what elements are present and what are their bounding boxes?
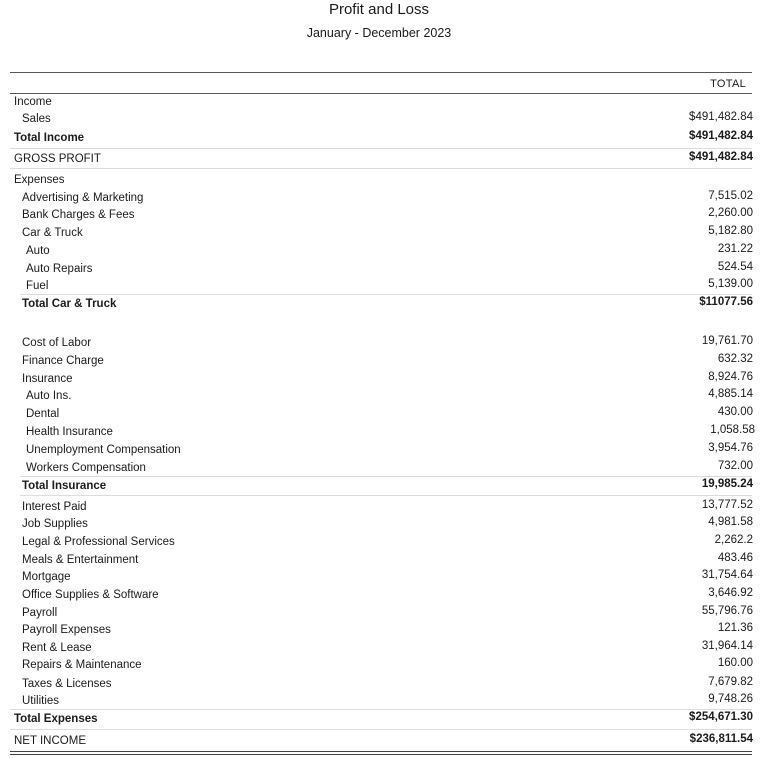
row-value: 13,777.52 [701,499,753,511]
table-row [0,112,768,129]
table-row [0,517,768,534]
row-label: Office Supplies & Software [22,589,159,601]
row-value: 19,985.24 [701,478,753,490]
row-value: 3,646.92 [708,587,753,599]
table-row [0,173,768,190]
row-value: 5,139.00 [708,278,753,290]
row-value: 19,761.70 [701,335,753,347]
row-value: 8,924.76 [708,371,753,383]
row-value: 121.36 [717,622,753,634]
table-row [0,372,768,389]
table-row [0,535,768,552]
row-label: Auto Repairs [26,263,93,275]
row-value: 5,182.80 [708,225,753,237]
row-value: 632.32 [717,353,753,365]
row-label: Total Insurance [22,480,107,492]
row-divider [10,168,752,169]
report-title: Profit and Loss [328,1,430,18]
row-divider [10,729,752,730]
row-label: Cost of Labor [22,337,92,349]
table-row [0,152,768,169]
table-row [0,336,768,353]
row-label: Rent & Lease [22,642,92,654]
row-value: 3,954.76 [708,442,753,454]
table-row [0,262,768,279]
row-label: NET INCOME [14,735,86,747]
row-label: Health Insurance [26,426,113,438]
table-bottom-rule [10,754,752,755]
row-value: $11077.56 [699,296,753,308]
row-value: $254,671.30 [689,711,753,723]
table-row [0,191,768,208]
row-divider [20,476,752,477]
row-value: $491,482.84 [689,130,753,142]
row-label: Car & Truck [22,227,83,239]
row-value: 31,964.14 [701,640,753,652]
table-row [0,443,768,460]
row-label: GROSS PROFIT [14,153,101,165]
row-value: 7,515.02 [708,190,753,202]
row-label: Dental [26,408,60,420]
row-label: Meals & Entertainment [22,554,139,566]
table-row [0,606,768,623]
row-label: Fuel [26,280,49,292]
row-value: 1,058.58 [710,424,755,436]
row-label: Bank Charges & Fees [22,209,135,221]
row-divider [10,709,752,710]
table-row-total [0,479,768,496]
row-label: Auto [26,245,50,257]
row-label: Total Expenses [14,713,98,725]
table-row [0,407,768,424]
report-period: January - December 2023 [306,26,452,40]
column-header-total: TOTAL [710,78,746,90]
row-value: 231.22 [717,243,753,255]
row-label: Total Car & Truck [22,298,117,310]
table-row [0,425,768,442]
table-row [0,226,768,243]
row-value: $491,482.84 [689,111,753,123]
table-row [0,95,768,112]
row-value: 7,679.82 [708,676,753,688]
table-row-total [0,297,768,314]
table-row [0,389,768,406]
row-label: Sales [22,113,51,125]
table-row [0,641,768,658]
row-label: Taxes & Licenses [22,678,112,690]
table-row [0,658,768,675]
row-value: 4,981.58 [708,516,753,528]
row-label: Unemployment Compensation [26,444,181,456]
row-value: 732.00 [717,460,753,472]
table-row [0,553,768,570]
table-row-total [0,131,768,148]
table-bottom-rule [10,751,752,752]
row-value: 4,885.14 [708,388,753,400]
table-row [0,734,768,751]
table-row [0,570,768,587]
table-row [0,588,768,605]
table-row [0,208,768,225]
row-divider [20,495,752,496]
row-value: 31,754.64 [701,569,753,581]
row-label: Job Supplies [22,518,88,530]
row-label: Insurance [22,373,73,385]
row-label: Auto Ins. [26,390,72,402]
table-row [0,677,768,694]
row-label: Repairs & Maintenance [22,659,142,671]
row-label: Interest Paid [22,501,87,513]
table-row [0,500,768,517]
row-label: Income [14,96,52,108]
row-value: 9,748.26 [708,693,753,705]
row-value: 160.00 [717,657,753,669]
row-label: Advertising & Marketing [22,192,144,204]
row-value: 524.54 [717,261,753,273]
row-label: Mortgage [22,571,71,583]
row-label: Utilities [22,695,60,707]
table-top-rule [10,72,752,73]
row-value: 2,260.00 [708,207,753,219]
row-divider [20,294,752,295]
row-divider [10,148,752,149]
row-label: Payroll Expenses [22,624,111,636]
row-value: 483.46 [717,552,753,564]
row-label: Total Income [14,132,85,144]
table-row [0,623,768,640]
table-row [0,244,768,261]
row-value: $491,482.84 [689,151,753,163]
row-label: Payroll [22,607,58,619]
row-value: 55,796.76 [701,605,753,617]
row-label: Expenses [14,174,65,186]
header-bottom-rule [10,93,752,94]
row-label: Finance Charge [22,355,104,367]
table-row [0,354,768,371]
row-value: $236,811.54 [689,733,753,745]
table-row-total [0,712,768,729]
row-value: 2,262.2 [714,534,753,546]
row-label: Legal & Professional Services [22,536,175,548]
row-value: 430.00 [717,406,753,418]
row-label: Workers Compensation [26,462,146,474]
